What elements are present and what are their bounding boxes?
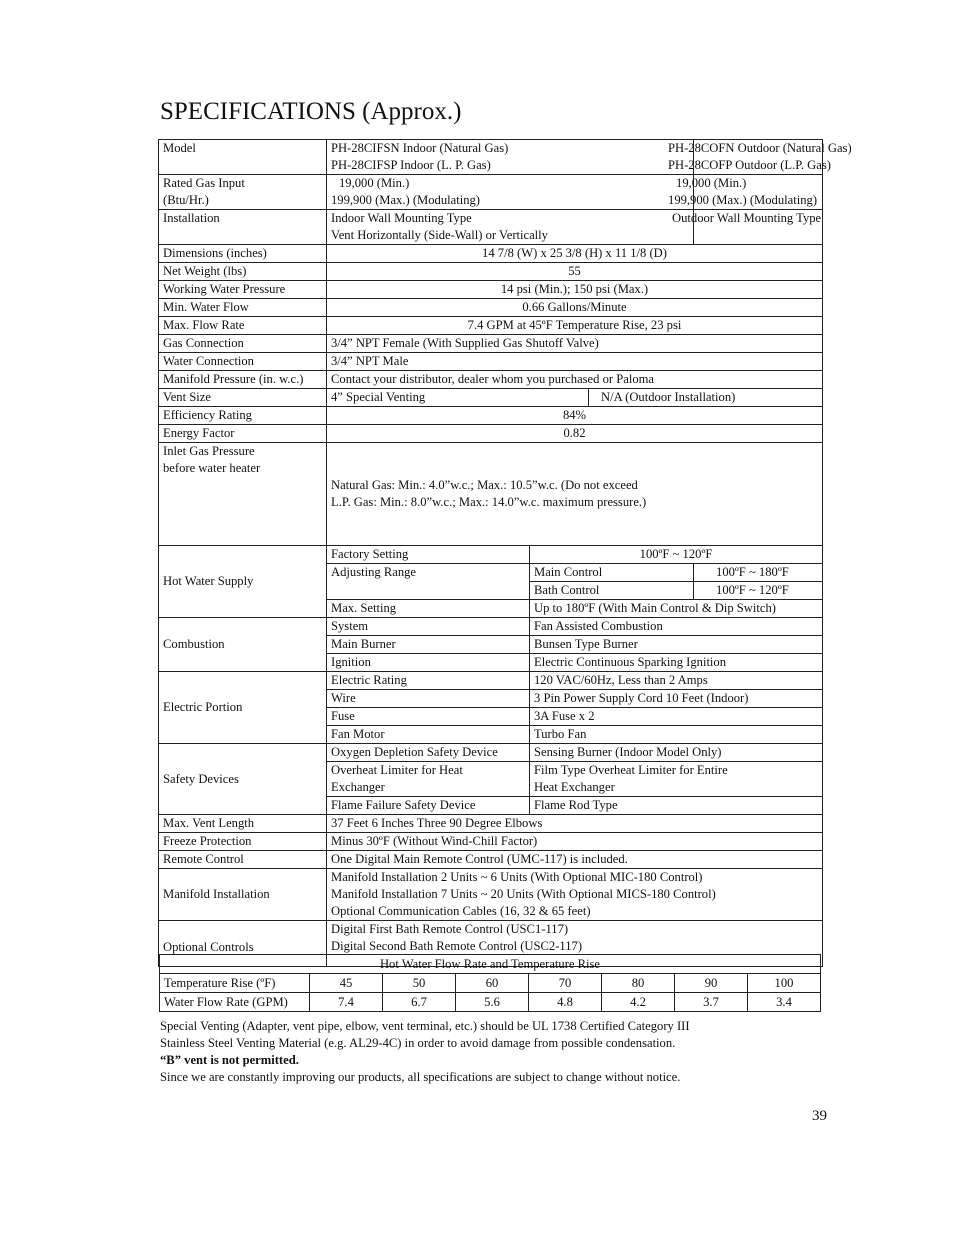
spec-value: One Digital Main Remote Control (UMC-117) is included.: [327, 851, 823, 869]
spec-value: 19,000 (Min.) 199,900 (Max.) (Modulating): [327, 175, 694, 210]
note-line: Special Venting (Adapter, vent pipe, elbow, vent terminal, etc.) should be UL 1738 Certified Category III: [160, 1019, 690, 1033]
flow-table-cell: 60: [456, 974, 529, 993]
spec-value: 55: [327, 263, 823, 281]
spec-value: 0.66 Gallons/Minute: [327, 299, 823, 317]
flow-table-cell: 4.2: [602, 993, 675, 1012]
spec-value: 3/4” NPT Female (With Supplied Gas Shutoff Valve): [327, 335, 823, 353]
spec-value: Digital First Bath Remote Control (USC1-117) Digital Second Bath Remote Control (USC2-117): [327, 921, 823, 967]
flow-rate-table: [159, 954, 821, 1012]
spec-value: Bunsen Type Burner: [530, 636, 823, 654]
spec-label: Safety Devices: [159, 744, 327, 815]
spec-row-electric: [159, 672, 823, 690]
spec-row-rated-gas-input: [159, 175, 823, 210]
spec-value: Indoor Wall Mounting Type Vent Horizontally (Side-Wall) or Vertically: [327, 210, 694, 245]
spec-value: 4” Special Venting: [327, 389, 589, 407]
spec-value: PH-28COFN Outdoor (Natural Gas) PH-28COFP Outdoor (L.P. Gas): [694, 140, 823, 175]
spec-value: Flame Rod Type: [530, 797, 823, 815]
spec-label: Dimensions (inches): [159, 245, 327, 263]
flow-table-cell: 80: [602, 974, 675, 993]
spec-label: Max. Flow Rate: [159, 317, 327, 335]
spec-value: Turbo Fan: [530, 726, 823, 744]
spec-label: Freeze Protection: [159, 833, 327, 851]
spec-subkey: Fuse: [327, 708, 530, 726]
spec-label: Gas Connection: [159, 335, 327, 353]
spec-row-dimensions: [159, 245, 823, 263]
page-title: SPECIFICATIONS (Approx.): [160, 98, 462, 125]
spec-value: 84%: [327, 407, 823, 425]
spec-row-inlet-pressure: [159, 443, 823, 546]
flow-table-rise-row: [160, 974, 821, 993]
spec-value: 14 psi (Min.); 150 psi (Max.): [327, 281, 823, 299]
spec-subkey: Ignition: [327, 654, 530, 672]
spec-value: 120 VAC/60Hz, Less than 2 Amps: [530, 672, 823, 690]
spec-value: Up to 180ºF (With Main Control & Dip Switch): [530, 600, 823, 618]
spec-row-efficiency: [159, 407, 823, 425]
spec-row-working-pressure: [159, 281, 823, 299]
spec-row-energy-factor: [159, 425, 823, 443]
flow-table-cell: 6.7: [383, 993, 456, 1012]
spec-label: Water Connection: [159, 353, 327, 371]
spec-label: Remote Control: [159, 851, 327, 869]
spec-value: Electric Continuous Sparking Ignition: [530, 654, 823, 672]
flow-table-rise-label: Temperature Rise (ºF): [160, 974, 310, 993]
spec-row-model: [159, 140, 823, 175]
flow-table-cell: 3.7: [675, 993, 748, 1012]
flow-table-cell: 70: [529, 974, 602, 993]
flow-table-flow-row: [160, 993, 821, 1012]
spec-row-min-flow: [159, 299, 823, 317]
flow-table-cell: 100: [748, 974, 821, 993]
spec-value: 7.4 GPM at 45ºF Temperature Rise, 23 psi: [327, 317, 823, 335]
spec-value: 0.82: [327, 425, 823, 443]
flow-table-header: Hot Water Flow Rate and Temperature Rise: [160, 955, 821, 974]
flow-table-flow-label: Water Flow Rate (GPM): [160, 993, 310, 1012]
spec-label: Min. Water Flow: [159, 299, 327, 317]
spec-value: N/A (Outdoor Installation): [589, 389, 823, 407]
spec-label: Max. Vent Length: [159, 815, 327, 833]
spec-row-manifold-pressure: [159, 371, 823, 389]
flow-table-cell: 45: [310, 974, 383, 993]
spec-label: Model: [159, 140, 327, 175]
flow-table-header-row: [160, 955, 821, 974]
spec-row-max-vent-length: [159, 815, 823, 833]
spec-label: Installation: [159, 210, 327, 245]
spec-row-hot-water-factory: [159, 546, 823, 564]
note-line: Stainless Steel Venting Material (e.g. AL29-4C) in order to avoid damage from possible condensation.: [160, 1036, 676, 1050]
spec-subkey: System: [327, 618, 530, 636]
spec-row-water-connection: [159, 353, 823, 371]
spec-value: 100ºF ~ 120ºF: [694, 582, 823, 600]
spec-subkey: Electric Rating: [327, 672, 530, 690]
flow-table-cell: 7.4: [310, 993, 383, 1012]
spec-subkey: Overheat Limiter for Heat Exchanger: [327, 762, 530, 797]
spec-label: Combustion: [159, 618, 327, 672]
note-warning: “B” vent is not permitted.: [160, 1053, 299, 1067]
spec-row-vent-size: [159, 389, 823, 407]
spec-value: 100ºF ~ 180ºF: [694, 564, 823, 582]
spec-value: 37 Feet 6 Inches Three 90 Degree Elbows: [327, 815, 823, 833]
spec-row-manifold-installation: [159, 869, 823, 921]
spec-row-safety: [159, 744, 823, 762]
venting-notes: [160, 1018, 840, 1086]
spec-value: Film Type Overheat Limiter for Entire Heat Exchanger: [530, 762, 823, 797]
spec-label: Energy Factor: [159, 425, 327, 443]
spec-row-net-weight: [159, 263, 823, 281]
spec-row-installation: [159, 210, 823, 245]
spec-subkey: Main Control: [530, 564, 694, 582]
spec-label: Efficiency Rating: [159, 407, 327, 425]
spec-subkey: Factory Setting: [327, 546, 530, 564]
spec-value: 100ºF ~ 120ºF: [530, 546, 823, 564]
spec-subkey: Wire: [327, 690, 530, 708]
spec-value: 14 7/8 (W) x 25 3/8 (H) x 11 1/8 (D): [327, 245, 823, 263]
spec-subkey: Main Burner: [327, 636, 530, 654]
flow-table-cell: 4.8: [529, 993, 602, 1012]
flow-table-cell: 50: [383, 974, 456, 993]
spec-subkey: Fan Motor: [327, 726, 530, 744]
flow-table-cell: 3.4: [748, 993, 821, 1012]
spec-subkey: Flame Failure Safety Device: [327, 797, 530, 815]
spec-label: Net Weight (lbs): [159, 263, 327, 281]
spec-subkey: Bath Control: [530, 582, 694, 600]
spec-value: 3 Pin Power Supply Cord 10 Feet (Indoor): [530, 690, 823, 708]
spec-row-freeze: [159, 833, 823, 851]
spec-value: 3A Fuse x 2: [530, 708, 823, 726]
spec-subkey: Oxygen Depletion Safety Device: [327, 744, 530, 762]
spec-label: Rated Gas Input (Btu/Hr.): [159, 175, 327, 210]
spec-label: Electric Portion: [159, 672, 327, 744]
spec-value: Outdoor Wall Mounting Type: [694, 210, 823, 245]
spec-row-combustion: [159, 618, 823, 636]
spec-label: Working Water Pressure: [159, 281, 327, 299]
spec-subkey: Max. Setting: [327, 600, 530, 618]
spec-value: 19,000 (Min.) 199,900 (Max.) (Modulating): [694, 175, 823, 210]
spec-value: Natural Gas: Min.: 4.0”w.c.; Max.: 10.5”w.c. (Do not exceed L.P. Gas: Min.: 8.0”w.c.; Max.: 14.0”w.c. maximum pressure.): [327, 443, 823, 546]
spec-value: Sensing Burner (Indoor Model Only): [530, 744, 823, 762]
spec-row-remote: [159, 851, 823, 869]
spec-subkey: Adjusting Range: [327, 564, 530, 600]
spec-value: Minus 30ºF (Without Wind-Chill Factor): [327, 833, 823, 851]
spec-value: 3/4” NPT Male: [327, 353, 823, 371]
flow-table-cell: 90: [675, 974, 748, 993]
spec-value: Contact your distributor, dealer whom you purchased or Paloma: [327, 371, 823, 389]
spec-row-max-flow: [159, 317, 823, 335]
spec-row-gas-connection: [159, 335, 823, 353]
spec-value: Manifold Installation 2 Units ~ 6 Units (With Optional MIC-180 Control) Manifold Installation 7 Units ~ 20 Units (With Optional MICS-180 Control) Optional Communication Cables (16, 32 & 65 feet): [327, 869, 823, 921]
spec-label: Inlet Gas Pressure before water heater: [159, 443, 327, 546]
spec-value: PH-28CIFSN Indoor (Natural Gas) PH-28CIFSP Indoor (L. P. Gas): [327, 140, 694, 175]
spec-label: Optional Controls: [159, 921, 327, 967]
spec-value: Fan Assisted Combustion: [530, 618, 823, 636]
page-number: 39: [812, 1108, 827, 1124]
spec-label: Vent Size: [159, 389, 327, 407]
spec-label: Manifold Pressure (in. w.c.): [159, 371, 327, 389]
note-line: Since we are constantly improving our products, all specifications are subject to change without notice.: [160, 1070, 681, 1084]
specifications-table: [158, 139, 852, 967]
spec-label: Manifold Installation: [159, 869, 327, 921]
flow-table-cell: 5.6: [456, 993, 529, 1012]
spec-label: Hot Water Supply: [159, 546, 327, 618]
